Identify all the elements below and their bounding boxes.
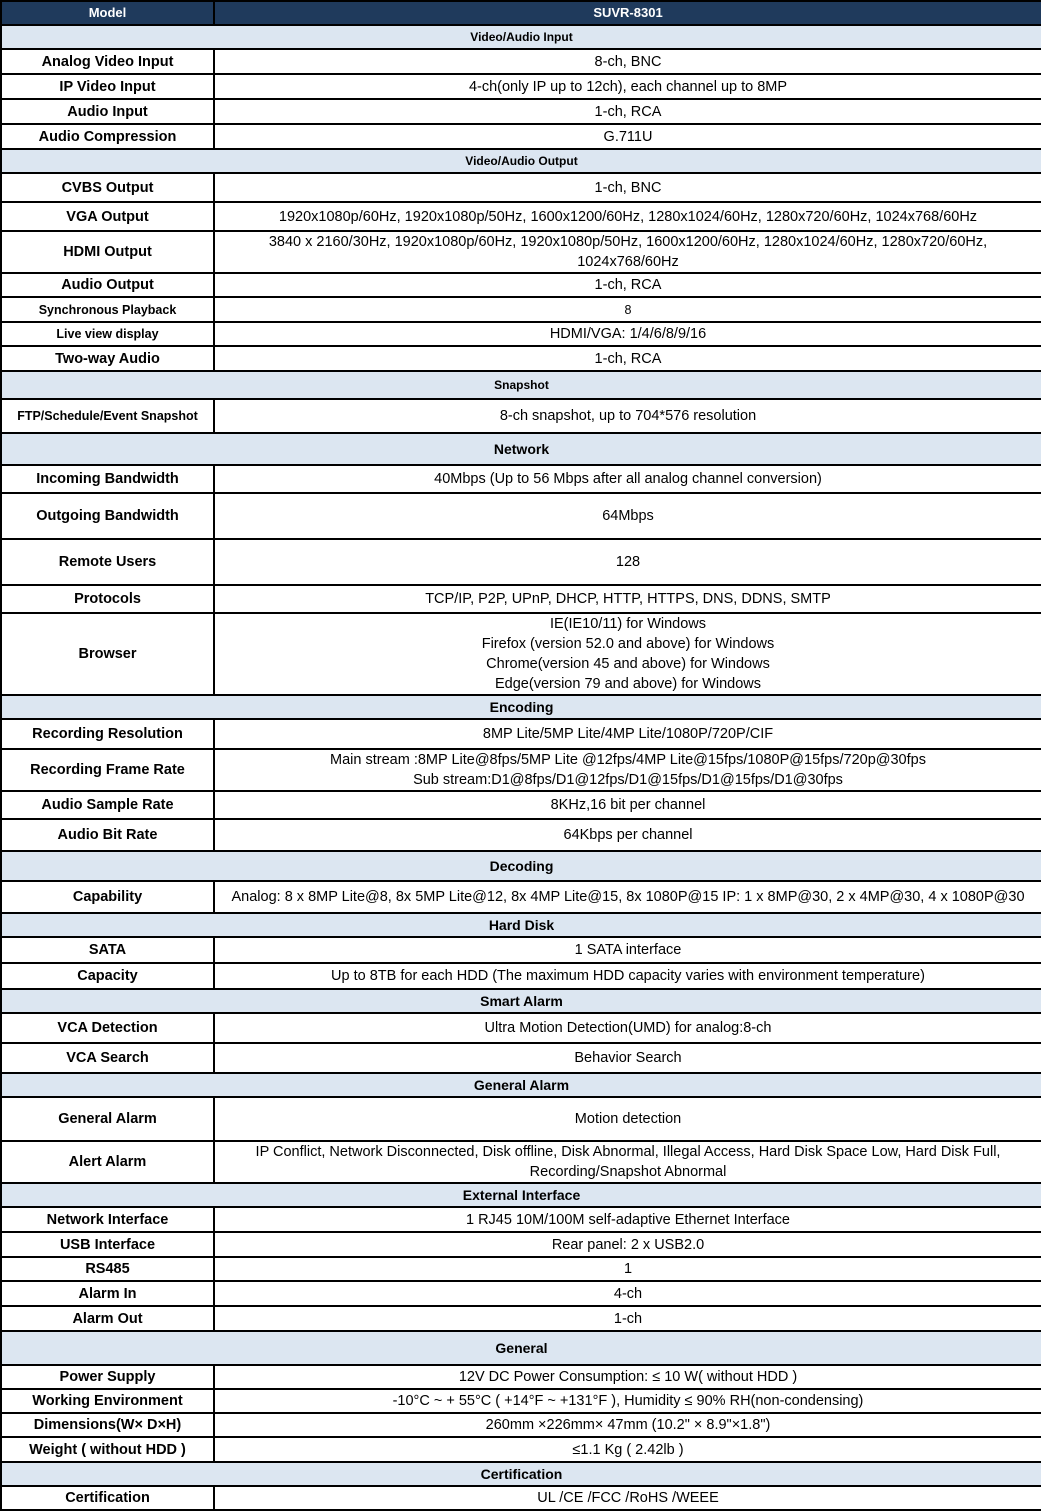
spec-label: SATA — [1, 937, 214, 963]
spec-row — [1, 963, 1041, 989]
spec-label: CVBS Output — [1, 173, 214, 202]
section-title: Decoding — [1, 851, 1041, 881]
spec-row — [1, 322, 1041, 346]
section-header-row — [1, 989, 1041, 1013]
spec-value — [214, 585, 1041, 613]
spec-row — [1, 173, 1041, 202]
spec-value-line: 1-ch — [613, 1310, 643, 1327]
spec-label: Alarm In — [1, 1281, 214, 1306]
spec-label: Recording Frame Rate — [1, 749, 214, 791]
spec-label: Outgoing Bandwidth — [1, 493, 214, 539]
spec-value — [214, 881, 1041, 913]
spec-value-line: Recording/Snapshot Abnormal — [529, 1164, 727, 1180]
spec-label: VGA Output — [1, 202, 214, 231]
spec-label: Capacity — [1, 963, 214, 989]
spec-value — [214, 124, 1041, 149]
spec-row — [1, 297, 1041, 322]
spec-value — [214, 791, 1041, 819]
section-title: Hard Disk — [1, 913, 1041, 937]
spec-value — [214, 1365, 1041, 1389]
spec-value-line: 1 SATA interface — [574, 942, 682, 958]
spec-row — [1, 1365, 1041, 1389]
spec-value — [214, 1141, 1041, 1183]
spec-value-line: UL /CE /FCC /RoHS /WEEE — [537, 1490, 719, 1506]
section-title: Encoding — [1, 695, 1041, 719]
spec-label: Live view display — [1, 322, 214, 346]
spec-value — [214, 937, 1041, 963]
spec-value — [214, 1486, 1041, 1510]
spec-label: Weight ( without HDD ) — [1, 1437, 214, 1462]
spec-row — [1, 273, 1041, 297]
spec-value-line: 8MP Lite/5MP Lite/4MP Lite/1080P/720P/CIF — [482, 726, 774, 742]
spec-label: Remote Users — [1, 539, 214, 585]
spec-value-line: Rear panel: 2 x USB2.0 — [551, 1236, 705, 1253]
spec-label: Incoming Bandwidth — [1, 465, 214, 493]
spec-value-line: TCP/IP, P2P, UPnP, DHCP, HTTP, HTTPS, DNS, DDNS, SMTP — [425, 591, 831, 607]
spec-row — [1, 819, 1041, 851]
spec-row — [1, 791, 1041, 819]
spec-value-line: 8 — [624, 302, 632, 317]
spec-row — [1, 539, 1041, 585]
section-header-row — [1, 1183, 1041, 1207]
spec-label: Network Interface — [1, 1207, 214, 1232]
spec-row — [1, 1232, 1041, 1257]
spec-row — [1, 613, 1041, 695]
spec-value-line: ≤1.1 Kg ( 2.42lb ) — [572, 1441, 684, 1458]
spec-value-line: Motion detection — [574, 1111, 682, 1127]
spec-label: RS485 — [1, 1257, 214, 1281]
spec-value-line: Ultra Motion Detection(UMD) for analog:8-ch — [484, 1020, 772, 1036]
spec-row — [1, 937, 1041, 963]
spec-row — [1, 231, 1041, 273]
spec-value — [214, 1013, 1041, 1043]
spec-row — [1, 1437, 1041, 1462]
spec-value — [214, 1097, 1041, 1141]
spec-row — [1, 1281, 1041, 1306]
spec-label: Certification — [1, 1486, 214, 1510]
section-header-row — [1, 913, 1041, 937]
model-label: Model — [1, 1, 214, 25]
spec-value — [214, 749, 1041, 791]
spec-value-line: 4-ch — [613, 1285, 643, 1302]
spec-row — [1, 1389, 1041, 1413]
section-title: Smart Alarm — [1, 989, 1041, 1013]
section-title: Certification — [1, 1462, 1041, 1486]
spec-value-line: Firefox (version 52.0 and above) for Windows — [481, 636, 775, 652]
spec-row — [1, 1306, 1041, 1331]
spec-value-line: Main stream :8MP Lite@8fps/5MP Lite @12fps/4MP Lite@15fps/1080P@15fps/720p@30fps — [330, 752, 926, 768]
spec-label: Alarm Out — [1, 1306, 214, 1331]
spec-value-line: IP Conflict, Network Disconnected, Disk offline, Disk Abnormal, Illegal Access, Hard Disk Space Low, Hard Disk Full, — [255, 1144, 1001, 1160]
spec-label: FTP/Schedule/Event Snapshot — [1, 399, 214, 433]
section-title: General Alarm — [1, 1073, 1041, 1097]
spec-label: Synchronous Playback — [1, 297, 214, 322]
spec-value — [214, 1257, 1041, 1281]
spec-row — [1, 124, 1041, 149]
spec-value — [214, 465, 1041, 493]
spec-row — [1, 465, 1041, 493]
spec-value-line: 1 RJ45 10M/100M self-adaptive Ethernet Interface — [465, 1211, 790, 1228]
spec-label: Audio Output — [1, 273, 214, 297]
spec-value-line: IE(IE10/11) for Windows — [549, 616, 707, 632]
spec-row — [1, 1013, 1041, 1043]
section-title: Snapshot — [1, 371, 1041, 399]
spec-row — [1, 74, 1041, 99]
spec-value-line: 12V DC Power Consumption: ≤ 10 W( without HDD ) — [458, 1369, 798, 1385]
spec-value-line: Chrome(version 45 and above) for Windows — [486, 656, 770, 672]
spec-label: USB Interface — [1, 1232, 214, 1257]
spec-value — [214, 273, 1041, 297]
spec-value-line: 1 — [623, 1261, 633, 1277]
spec-row — [1, 1486, 1041, 1510]
spec-value — [214, 1232, 1041, 1257]
spec-value-line: Up to 8TB for each HDD (The maximum HDD capacity varies with environment temperature) — [331, 968, 925, 984]
spec-value-line: G.711U — [603, 128, 653, 145]
section-header-row — [1, 433, 1041, 465]
spec-value-line: 1-ch, RCA — [594, 103, 662, 120]
spec-value — [214, 613, 1041, 695]
spec-value — [214, 719, 1041, 749]
spec-value — [214, 1437, 1041, 1462]
spec-value-line: 8-ch snapshot, up to 704*576 resolution — [499, 408, 757, 424]
spec-row — [1, 99, 1041, 124]
spec-row — [1, 585, 1041, 613]
spec-value — [214, 1413, 1041, 1437]
spec-value-line: Sub stream:D1@8fps/D1@12fps/D1@15fps/D1@15fps/D1@30fps — [413, 772, 843, 788]
spec-row — [1, 399, 1041, 433]
spec-row — [1, 49, 1041, 74]
spec-value — [214, 819, 1041, 851]
spec-row — [1, 202, 1041, 231]
spec-value-line: Analog: 8 x 8MP Lite@8, 8x 5MP Lite@12, 8x 4MP Lite@15, 8x 1080P@15 IP: 1 x 8MP@30, 2 x 4MP@30, 4 x 1080P@30 — [231, 889, 1025, 905]
spec-value — [214, 963, 1041, 989]
spec-row — [1, 719, 1041, 749]
spec-row — [1, 1043, 1041, 1073]
section-header-row — [1, 371, 1041, 399]
spec-label: HDMI Output — [1, 231, 214, 273]
model-value: SUVR-8301 — [214, 1, 1041, 25]
spec-value-line: 4-ch(only IP up to 12ch), each channel up to 8MP — [468, 78, 788, 95]
section-title: External Interface — [1, 1183, 1041, 1207]
spec-value-line: 8-ch, BNC — [594, 53, 662, 70]
section-header-row — [1, 1331, 1041, 1365]
spec-value — [214, 1389, 1041, 1413]
spec-value — [214, 1281, 1041, 1306]
spec-row — [1, 1207, 1041, 1232]
spec-value-line: 1920x1080p/60Hz, 1920x1080p/50Hz, 1600x1200/60Hz, 1280x1024/60Hz, 1280x720/60Hz, 1024x768/60Hz — [278, 208, 978, 225]
spec-value — [214, 49, 1041, 74]
spec-row — [1, 346, 1041, 371]
spec-value-line: 3840 x 2160/30Hz, 1920x1080p/60Hz, 1920x1080p/50Hz, 1600x1200/60Hz, 1280x1024/60Hz, 1280x720/60Hz, — [268, 234, 988, 250]
spec-label: Dimensions(W× D×H) — [1, 1413, 214, 1437]
spec-value — [214, 346, 1041, 371]
spec-row — [1, 1257, 1041, 1281]
section-header-row — [1, 25, 1041, 49]
section-header-row — [1, 1073, 1041, 1097]
spec-label: Working Environment — [1, 1389, 214, 1413]
spec-value-line: 128 — [615, 554, 641, 570]
spec-label: Browser — [1, 613, 214, 695]
spec-value-line: -10°C ~ + 55°C ( +14°F ~ +131°F ), Humidity ≤ 90% RH(non-condensing) — [392, 1393, 864, 1409]
spec-value-line: 8KHz,16 bit per channel — [550, 797, 706, 813]
spec-value-line: HDMI/VGA: 1/4/6/8/9/16 — [549, 326, 707, 342]
spec-row — [1, 749, 1041, 791]
spec-value-line: 260mm ×226mm× 47mm (10.2" × 8.9"×1.8") — [485, 1417, 771, 1433]
spec-value — [214, 322, 1041, 346]
spec-label: Audio Bit Rate — [1, 819, 214, 851]
section-header-row — [1, 695, 1041, 719]
spec-label: Alert Alarm — [1, 1141, 214, 1183]
spec-row — [1, 881, 1041, 913]
spec-label: Two-way Audio — [1, 346, 214, 371]
section-header-row — [1, 1462, 1041, 1486]
spec-value — [214, 1306, 1041, 1331]
spec-value-line: 64Kbps per channel — [563, 827, 693, 843]
section-title: General — [1, 1331, 1041, 1365]
section-title: Video/Audio Input — [1, 25, 1041, 49]
section-title: Video/Audio Output — [1, 149, 1041, 173]
section-title: Network — [1, 433, 1041, 465]
spec-value-line: Behavior Search — [574, 1050, 682, 1066]
spec-label: Protocols — [1, 585, 214, 613]
spec-value — [214, 539, 1041, 585]
spec-value-line: Edge(version 79 and above) for Windows — [495, 676, 761, 692]
spec-label: Analog Video Input — [1, 49, 214, 74]
spec-value — [214, 99, 1041, 124]
spec-value — [214, 297, 1041, 322]
spec-label: Audio Sample Rate — [1, 791, 214, 819]
spec-row — [1, 493, 1041, 539]
spec-value-line: 1-ch, RCA — [594, 350, 662, 367]
spec-value — [214, 173, 1041, 202]
spec-value-line: 1-ch, BNC — [594, 179, 662, 196]
spec-label: Recording Resolution — [1, 719, 214, 749]
spec-label: Capability — [1, 881, 214, 913]
spec-value — [214, 1043, 1041, 1073]
spec-row — [1, 1097, 1041, 1141]
spec-label: Audio Input — [1, 99, 214, 124]
section-header-row — [1, 149, 1041, 173]
section-header-row — [1, 851, 1041, 881]
spec-value — [214, 202, 1041, 231]
spec-value — [214, 399, 1041, 433]
spec-row — [1, 1413, 1041, 1437]
spec-label: VCA Search — [1, 1043, 214, 1073]
spec-value — [214, 493, 1041, 539]
spec-label: VCA Detection — [1, 1013, 214, 1043]
spec-value — [214, 74, 1041, 99]
spec-label: Audio Compression — [1, 124, 214, 149]
spec-value — [214, 1207, 1041, 1232]
header-row — [1, 1, 1041, 25]
spec-value-line: 1024x768/60Hz — [577, 254, 679, 270]
spec-value — [214, 231, 1041, 273]
spec-value-line: 40Mbps (Up to 56 Mbps after all analog channel conversion) — [434, 471, 822, 487]
spec-label: Power Supply — [1, 1365, 214, 1389]
spec-label: General Alarm — [1, 1097, 214, 1141]
spec-value-line: 1-ch, RCA — [594, 277, 662, 293]
spec-value-line: 64Mbps — [602, 508, 654, 524]
spec-label: IP Video Input — [1, 74, 214, 99]
spec-row — [1, 1141, 1041, 1183]
